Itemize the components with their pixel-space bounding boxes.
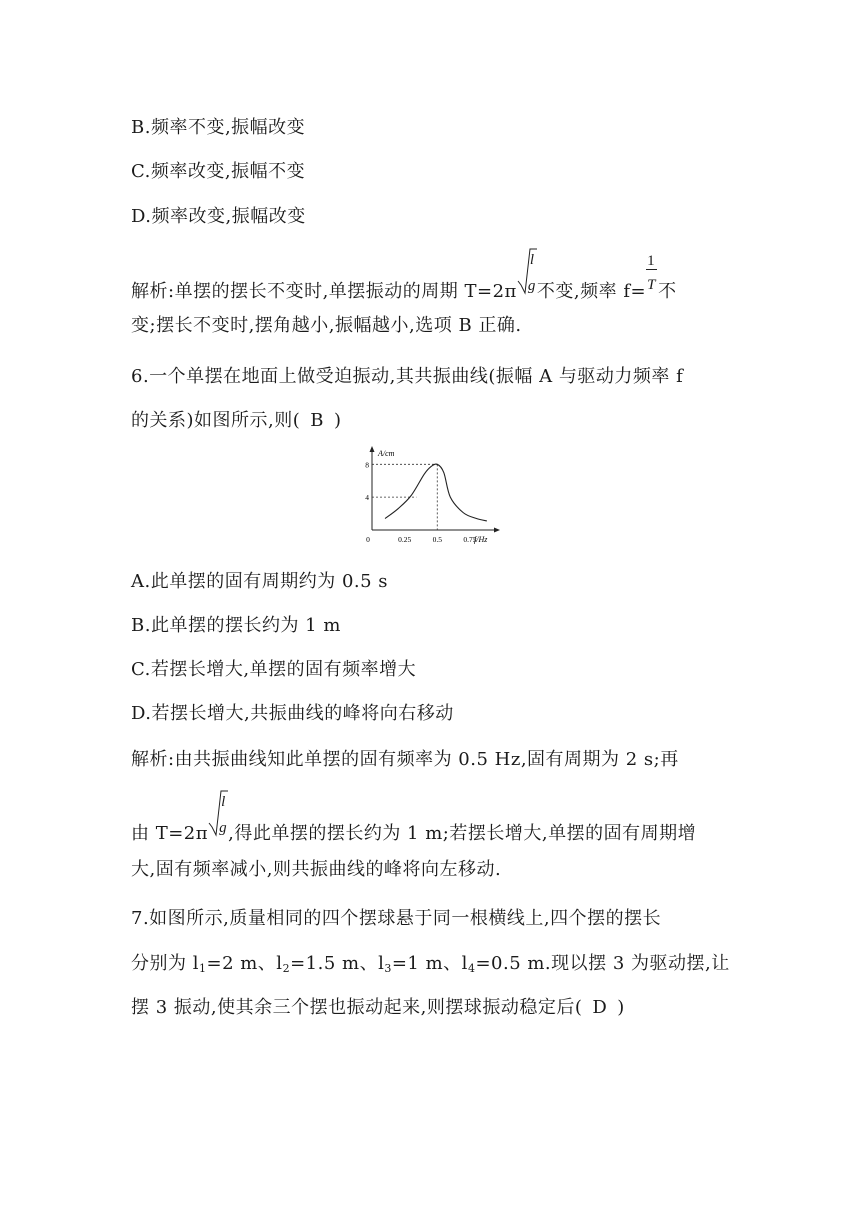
q6-stem-line2 bbox=[131, 408, 342, 434]
q5-analysis-text-1: 解析:单摆的摆长不变时,单摆振动的周期 T=2π bbox=[131, 281, 517, 302]
q7-subscript: 1 bbox=[198, 962, 207, 975]
frac-numerator-l: l bbox=[529, 252, 535, 268]
q6-stem-close: ) bbox=[334, 410, 342, 431]
frac-denominator-g: g bbox=[527, 278, 536, 294]
q5-analysis-text-3: 不 bbox=[658, 281, 677, 302]
q7-subscript: 3 bbox=[384, 962, 392, 975]
q7-subscript: 4 bbox=[467, 962, 476, 975]
q5-analysis-line2: 变;摆长不变时,摆角越小,振幅越小,选项 B 正确. bbox=[131, 315, 522, 336]
resonance-curve-series bbox=[385, 464, 487, 521]
q6-analysis-line3: 大,固有频率减小,则共振曲线的峰将向左移动. bbox=[131, 859, 502, 880]
q7-text: 分别为 l bbox=[131, 953, 199, 974]
q7-subscript: 2 bbox=[282, 962, 291, 975]
frac-numerator-1: 1 bbox=[647, 253, 656, 269]
q7-stem-line2 bbox=[131, 951, 730, 982]
q7-stem-line3 bbox=[131, 995, 625, 1021]
q7-answer: D bbox=[592, 997, 608, 1018]
frac-denominator-T: T bbox=[647, 277, 656, 293]
q7-stem-line1: 7.如图所示,质量相同的四个摆球悬于同一根横线上,四个摆的摆长 bbox=[131, 908, 662, 929]
x-axis-label: f/Hz bbox=[474, 535, 488, 544]
y-tick-label: 4 bbox=[365, 493, 369, 503]
q7-stem-close: ) bbox=[617, 997, 625, 1018]
q7-stem-text: 摆 3 振动,使其余三个摆也振动起来,则摆球振动稳定后( bbox=[131, 997, 583, 1018]
x-axis-arrow-icon bbox=[494, 528, 500, 533]
y-axis-label: A/cm bbox=[378, 449, 395, 458]
x-tick-label: 0.5 bbox=[432, 535, 442, 544]
fraction-bar bbox=[646, 269, 657, 270]
q6-option-c: C.若摆长增大,单摆的固有频率增大 bbox=[131, 659, 417, 680]
q6-stem-line1: 6.一个单摆在地面上做受迫振动,其共振曲线(振幅 A 与驱动力频率 f bbox=[131, 366, 684, 387]
q7-text: =0.5 m.现以摆 3 为驱动摆,让 bbox=[475, 953, 730, 974]
x-tick-label: 0.75 bbox=[463, 535, 477, 544]
q6-answer: B bbox=[310, 410, 325, 431]
frac-1-over-T bbox=[646, 253, 658, 297]
sqrt-l-over-g bbox=[517, 252, 537, 297]
q6-option-b: B.此单摆的摆长约为 1 m bbox=[131, 615, 341, 636]
option-d: D.频率改变,振幅改变 bbox=[131, 206, 306, 227]
q7-text: =2 m、l bbox=[206, 953, 283, 974]
frac-numerator-l: l bbox=[221, 794, 226, 810]
frac-denominator-g: g bbox=[219, 820, 228, 836]
q6-option-a: A.此单摆的固有周期约为 0.5 s bbox=[131, 571, 389, 592]
option-b: B.频率不变,振幅改变 bbox=[131, 117, 306, 138]
q6-analysis-line1: 解析:由共振曲线知此单摆的固有频率为 0.5 Hz,固有周期为 2 s;再 bbox=[131, 749, 679, 770]
q5-analysis-text-2: 不变,频率 f= bbox=[536, 281, 647, 302]
option-c: C.频率改变,振幅不变 bbox=[131, 161, 306, 182]
q6-analysis-text-1: 由 T=2π bbox=[131, 823, 209, 844]
origin-label: 0 bbox=[366, 535, 370, 544]
q7-text: =1 m、l bbox=[391, 953, 468, 974]
x-tick-label: 0.25 bbox=[398, 535, 412, 544]
resonance-curve-chart bbox=[358, 446, 503, 546]
sqrt-l-over-g-2 bbox=[208, 794, 228, 839]
q7-text: =1.5 m、l bbox=[290, 953, 385, 974]
y-tick-label: 8 bbox=[365, 460, 369, 470]
q6-analysis-line2 bbox=[131, 794, 697, 847]
q5-analysis-line1 bbox=[131, 252, 677, 305]
q6-stem-text: 的关系)如图所示,则( bbox=[131, 410, 301, 431]
q6-option-d: D.若摆长增大,共振曲线的峰将向右移动 bbox=[131, 703, 454, 724]
y-axis-arrow-icon bbox=[370, 446, 375, 452]
q6-analysis-text-2: ,得此单摆的摆长约为 1 m;若摆长增大,单摆的固有周期增 bbox=[228, 823, 697, 844]
